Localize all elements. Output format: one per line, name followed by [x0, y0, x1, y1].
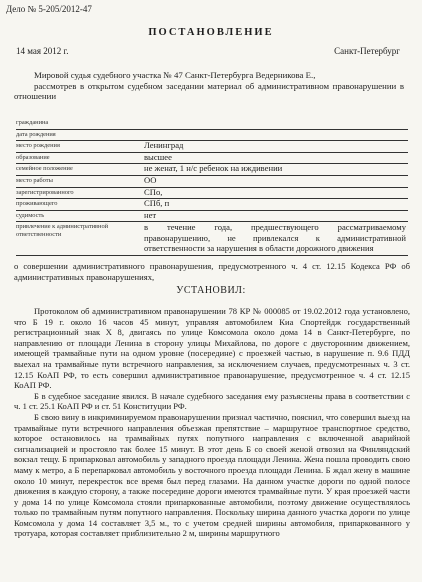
decision-city: Санкт-Петербург [334, 46, 400, 56]
field-value: ОО [144, 174, 157, 185]
field-row [16, 141, 408, 153]
field-value: не женат, 1 н/с ребенок на иждивении [144, 163, 283, 174]
field-label: дата рождения [16, 130, 56, 138]
consideration-line: рассмотрев в открытом судебном заседании материал об административном правонарушении в отношении [14, 80, 404, 101]
personal-data-table [16, 118, 408, 256]
field-label: образование [16, 153, 50, 161]
field-label: привлечение к административной ответственности [16, 223, 109, 238]
field-label: зарегистрированного [16, 188, 74, 196]
paragraph: Протоколом об административном правонарушении 78 КР № 000085 от 19.02.2012 года установлено, что Б 19 г. около 16 часов 45 минут, управляя автомобилем Киа Спортейдж государственный регистрационный знак Х 8, двигаясь по улице Комсомола около дома 14 в Санкт-Петербурге, по направлению от площади Ленина в сторону улицы Михайлова, по дороге с двусторонним движением, имеющей трамвайные пути на одном уровне (посередине) с проезжей частью, в нарушение п. 9.6 ПДД выехал на трамвайные пути встречного направления, за исключением случаев, предусмотренных ч. 3 ст. 12.15 КоАП РФ, то есть совершил административное правонарушение, предусмотренное ч. 4 ст. 12.15 КоАП РФ. [14, 306, 410, 391]
field-row [16, 130, 408, 142]
field-row [16, 176, 408, 188]
decision-date: 14 мая 2012 г. [16, 46, 69, 56]
field-value: высшее [144, 151, 172, 162]
field-row [16, 164, 408, 176]
field-label: проживающего [16, 200, 58, 208]
field-label: место рождения [16, 142, 60, 150]
field-value: СПб, п [144, 198, 170, 209]
field-row [16, 199, 408, 211]
intro-paragraph [14, 70, 404, 102]
case-number: Дело № 5-205/2012-47 [6, 4, 92, 14]
field-row [16, 211, 408, 223]
field-label: судимость [16, 211, 45, 219]
field-label: гражданина [16, 119, 49, 126]
field-value: Ленинград [144, 140, 184, 151]
findings-body [14, 306, 410, 539]
field-value: нет [144, 209, 157, 220]
field-value: СПо, [144, 186, 163, 197]
field-row [16, 188, 408, 200]
judge-line: Мировой судья судебного участка № 47 Санкт-Петербурга Ведерникова Е., [34, 70, 316, 80]
paragraph: Б свою вину в инкриминируемом правонарушении признал частично, пояснил, что совершил выезд на трамвайные пути встречного направления объезжая препятствие – маршрутное транспортное средство, которое остановилось на трамвайных путях попутного направления с включенной аварийной сигнализацией и простояло так более 15 минут. В этот день Б со своей женой отвозил на Финляндский вокзал тещу. Б припарковал автомобиль у западного проезда площади Ленина. Жена пошла проводить свою маму к метро, а Б перепарковал автомобиль у восточного проезда площади Ленина. Б ждал жену в машине около 10 минут, перекресток все время был перед глазами. На данном участке дороги по одной полосе движения в каждую сторону, а также посередине дороги имеются трамвайные пути. У края проезжей части у дома 14 по улице Комсомола стояли припаркованные автомобили, поэтому движение осуществлялось только по трамвайным путям попутного направления. Поскольку ширина данного участка дороги по улице Комсомола у дома 14 составляет 3,5 м., то с учетом средней ширины автомобиля, припаркованного у тротуара, которая составляет приблизительно 2 м, ширины маршрутного [14, 411, 410, 539]
field-row [16, 222, 408, 256]
paragraph: Б в судебное заседание явился. В начале судебного заседания ему разъяснены права в соответствии с ч. 1 ст. 25.1 КоАП РФ и ст. 51 Конституции РФ. [14, 390, 410, 412]
document-title: ПОСТАНОВЛЕНИЕ [148, 27, 274, 38]
section-heading: УСТАНОВИЛ: [176, 285, 246, 296]
field-label: семейное положение [16, 165, 73, 173]
field-row [16, 118, 408, 130]
field-label: место работы [16, 176, 53, 184]
field-value: в течение года, предшествующего рассматриваемому правонарушению, не привлекался к административной ответственности за нарушения в области дорожного движения [144, 222, 406, 254]
offense-description: о совершении административного правонарушения, предусмотренного ч. 4 ст. 12.15 Кодекса РФ об административных правонарушениях, [14, 261, 410, 282]
